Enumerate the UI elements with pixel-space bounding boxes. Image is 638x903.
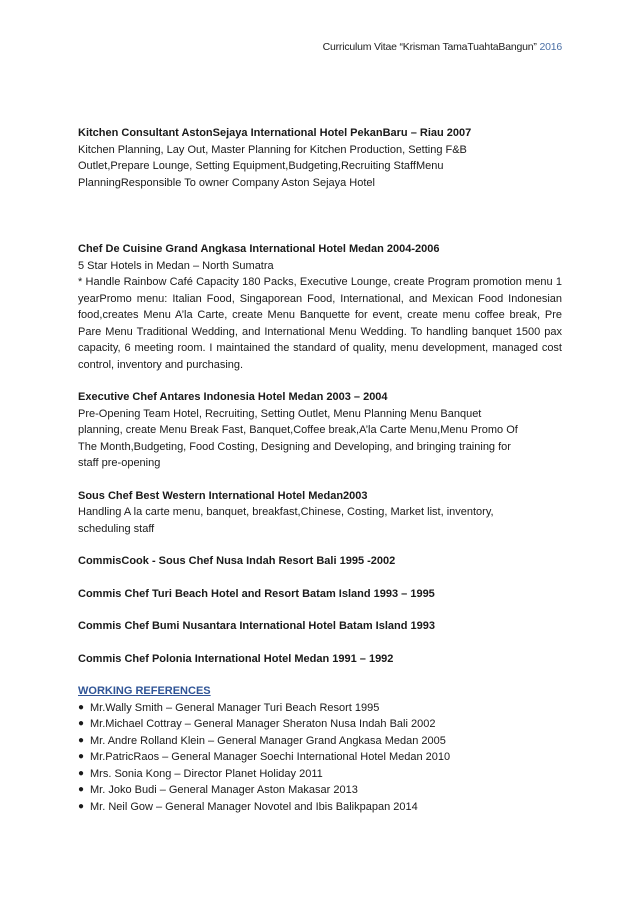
job-title: Kitchen Consultant AstonSejaya International Hotel PekanBaru – Riau 2007 [78, 127, 472, 139]
bullet-icon: ● [78, 767, 85, 779]
bullet-icon: ● [78, 784, 85, 795]
job-title: CommisCook - Sous Chef Nusa Indah Resort Bali 1995 -2002 [78, 555, 396, 567]
reference-item: ● Mr.Michael Cottray – General Manager Sheraton Nusa Indah Bali 2002 [78, 716, 562, 733]
bullet-icon: ● [78, 800, 85, 812]
job-line: Handling A la carte menu, banquet, breakfast,Chinese, Costing, Market list, inventory, [78, 506, 494, 518]
job-title: Commis Chef Turi Beach Hotel and Resort Batam Island 1993 – 1995 [78, 587, 435, 600]
job-title: Commis Chef Polonia International Hotel Medan 1991 – 1992 [78, 652, 394, 665]
bullet-icon: ● [78, 701, 85, 713]
job-line: scheduling staff [78, 522, 155, 535]
reference-item: ● Mr. Joko Budi – General Manager Aston Makasar 2013 [78, 782, 562, 799]
job-description: * Handle Rainbow Café Capacity 180 Packs, Executive Lounge, create Program promotion menu 1 yearPromo menu: Italian Food, Singaporean Food, International, and Mexican Food Indonesian food,creates Menu A’la Carte, create Menu Banquette for event, create menu coffee break, Pre Pare Menu Traditional Wedding, and International Menu Wedding. To handling banquet 1500 pax capacity, 6 meeting room. I maintained the standard of quality, menu development, managed cost control, inventory and purchasing. [78, 276, 562, 371]
job-line: 5 Star Hotels in Medan – North Sumatra [78, 259, 274, 272]
header-text: Curriculum Vitae “Krisman TamaTuahtaBangun” [322, 41, 537, 53]
bullet-icon: ● [78, 718, 85, 729]
job-line: Kitchen Planning, Lay Out, Master Planning for Kitchen Production, Setting F&B [78, 143, 467, 156]
job-title: Sous Chef Best Western International Hotel Medan2003 [78, 489, 368, 502]
header-year: 2016 [539, 41, 562, 53]
reference-item: ● Mr. Neil Gow – General Manager Novotel and Ibis Balikpapan 2014 [78, 799, 562, 816]
references-title: WORKING REFERENCES [78, 685, 211, 697]
reference-item: ● Mr.Wally Smith – General Manager Turi Beach Resort 1995 [78, 700, 562, 717]
page-header [323, 41, 562, 53]
job-line: planning, create Menu Break Fast, Banquet,Coffee break,A’la Carte Menu,Menu Promo Of [78, 424, 518, 436]
reference-item: ● Mrs. Sonia Kong – Director Planet Holiday 2011 [78, 766, 562, 783]
job-line: staff pre-opening [78, 457, 161, 469]
job-line: Pre-Opening Team Hotel, Recruiting, Setting Outlet, Menu Planning Menu Banquet [78, 407, 482, 420]
job-title: Chef De Cuisine Grand Angkasa International Hotel Medan 2004-2006 [78, 243, 440, 255]
reference-item: ● Mr.PatricRaos – General Manager Soechi International Hotel Medan 2010 [78, 749, 562, 766]
job-line: PlanningResponsible To owner Company Aston Sejaya Hotel [78, 176, 375, 189]
bullet-icon: ● [78, 734, 85, 746]
job-line: The Month,Budgeting, Food Costing, Designing and Developing, and bringing training for [78, 440, 511, 453]
job-title: Executive Chef Antares Indonesia Hotel Medan 2003 – 2004 [78, 391, 388, 403]
job-title: Commis Chef Bumi Nusantara International Hotel Batam Island 1993 [78, 620, 435, 632]
reference-item: ● Mr. Andre Rolland Klein – General Manager Grand Angkasa Medan 2005 [78, 733, 562, 750]
cv-content [78, 125, 562, 815]
bullet-icon: ● [78, 751, 85, 762]
references-list [78, 700, 562, 816]
job-line: Outlet,Prepare Lounge, Setting Equipment,Budgeting,Recruiting StaffMenu [78, 160, 444, 172]
